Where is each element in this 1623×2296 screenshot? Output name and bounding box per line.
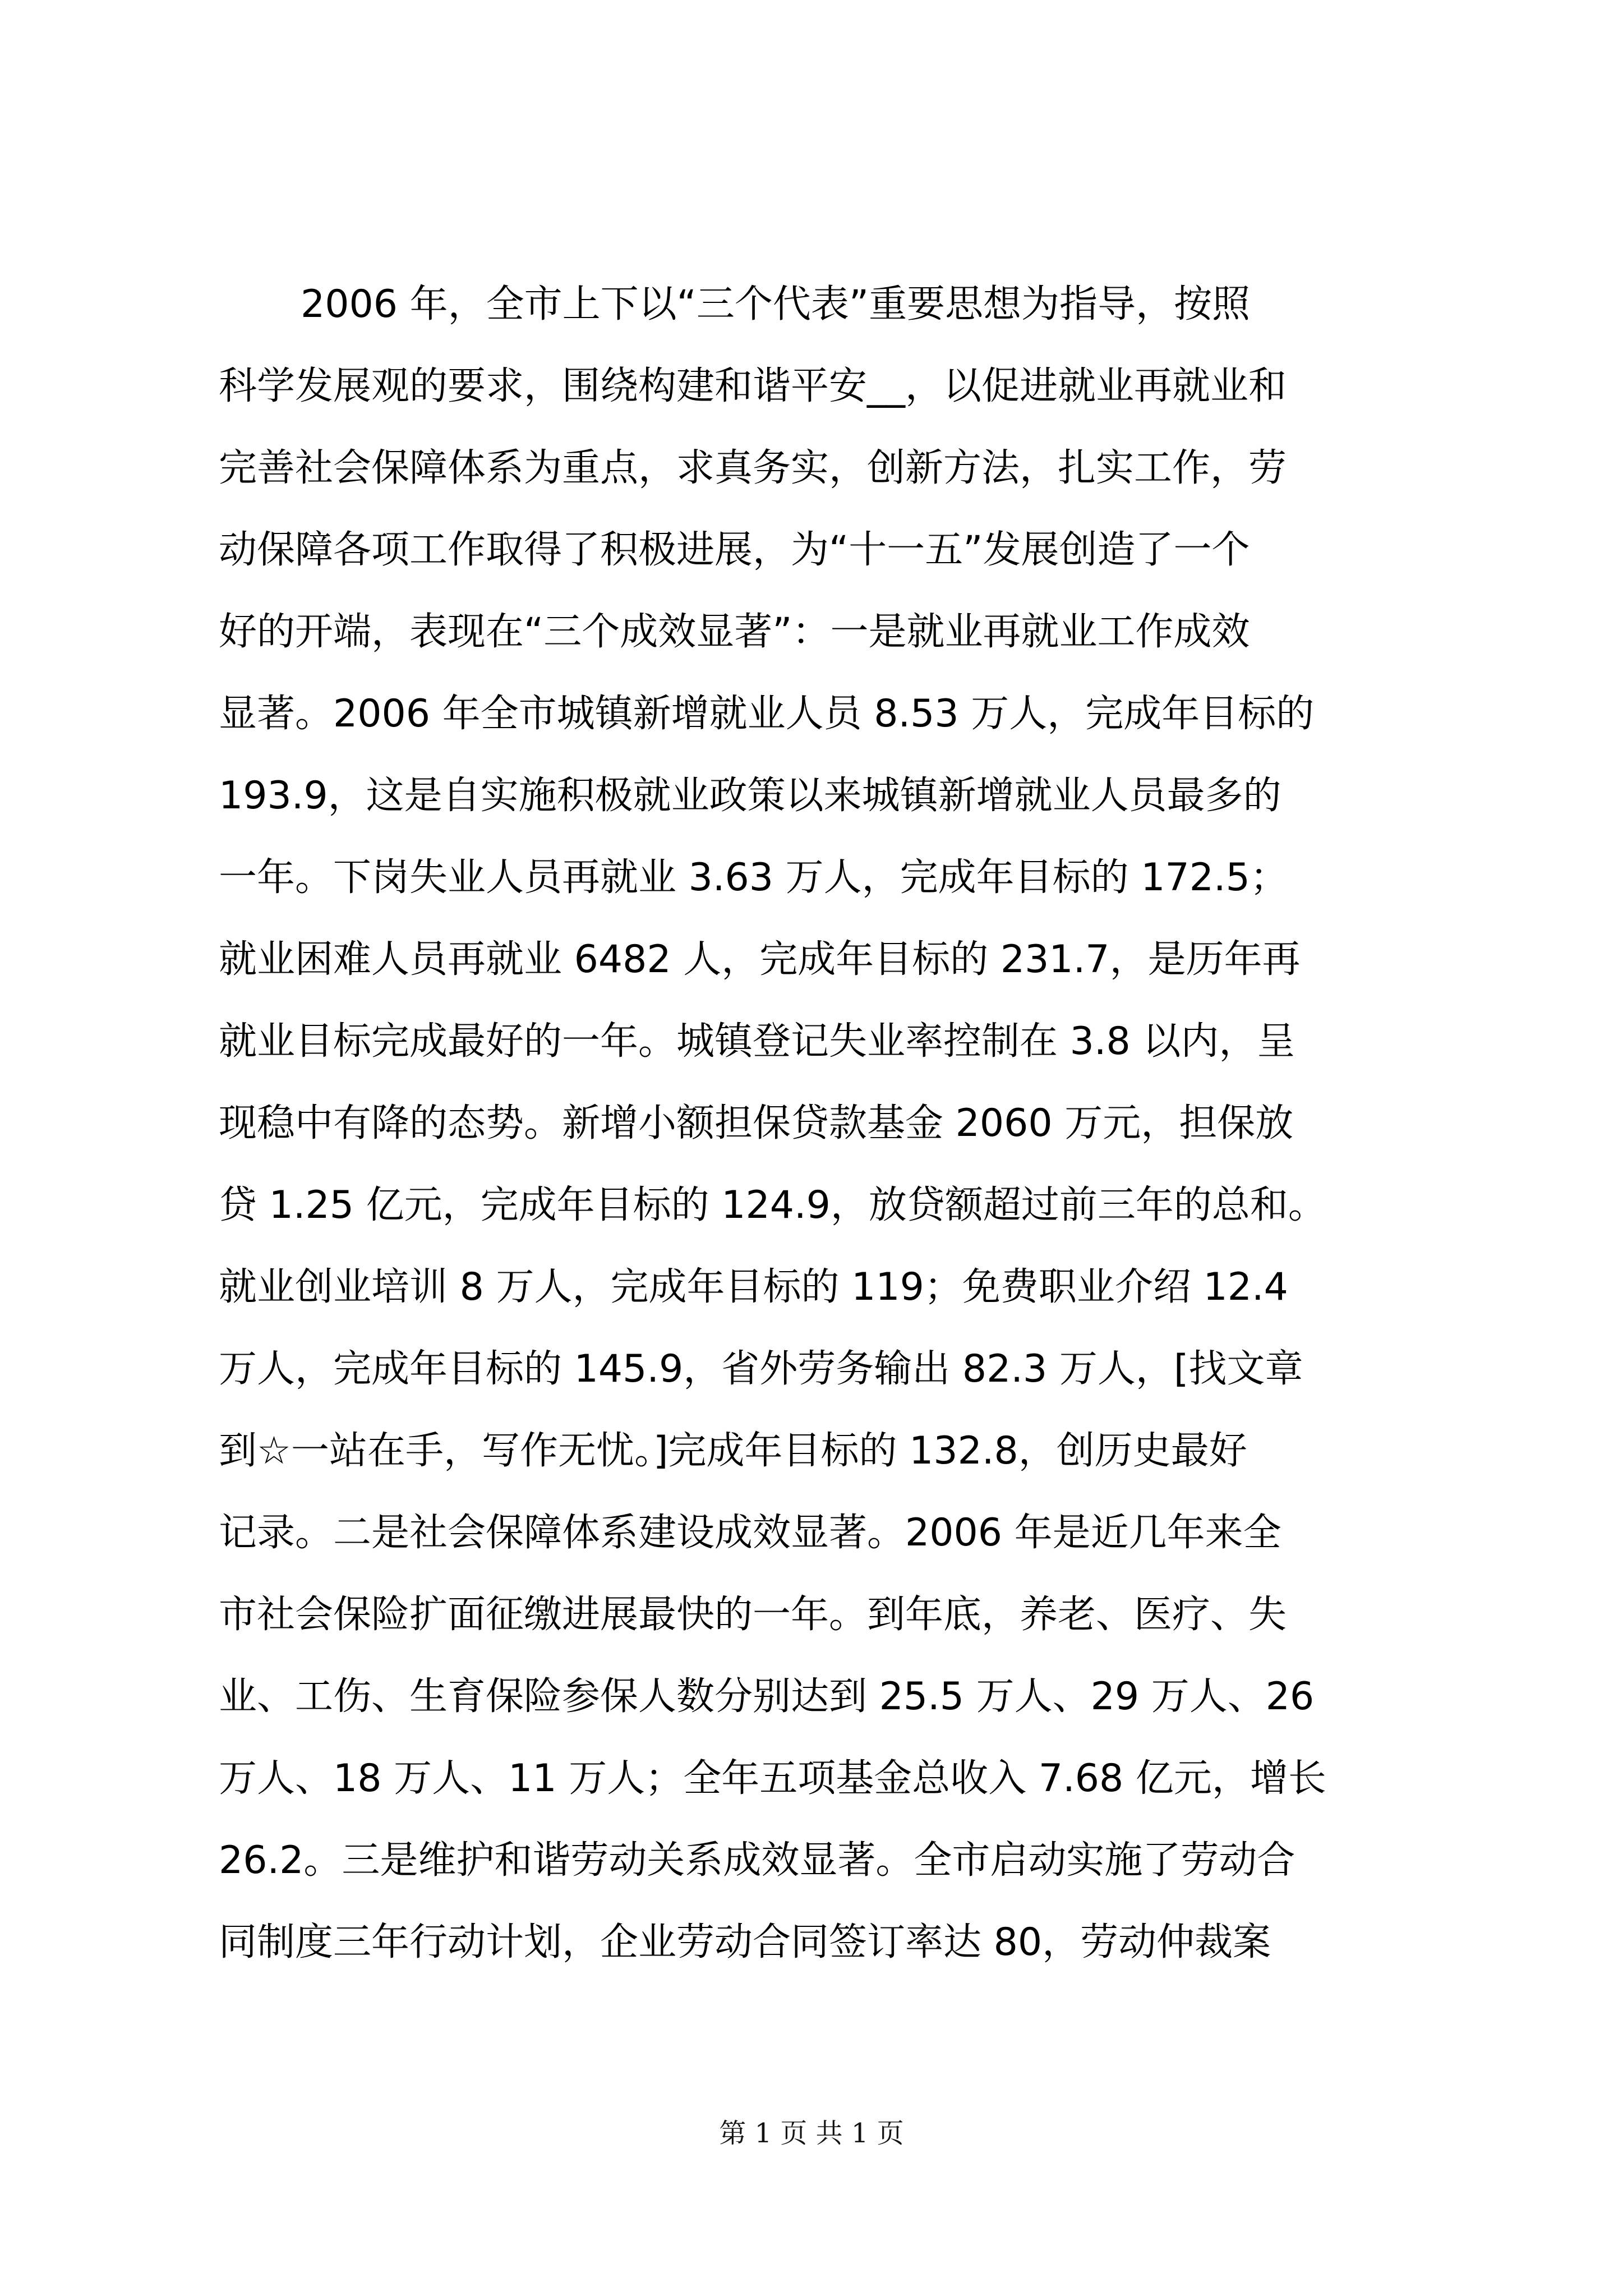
- body-paragraph: [219, 264, 1413, 1984]
- text-line: 2006 年，全市上下以“三个代表”重要思想为指导，按照: [301, 282, 1251, 326]
- text-line: 就业目标完成最好的一年。城镇登记失业率控制在 3.8 以内，呈: [219, 1019, 1295, 1064]
- text-line: 现稳中有降的态势。新增小额担保贷款基金 2060 万元，担保放: [219, 1101, 1294, 1145]
- text-line: 显著。2006 年全市城镇新增就业人员 8.53 万人，完成年目标的: [219, 692, 1315, 736]
- text-line: 193.9，这是自实施积极就业政策以来城镇新增就业人员最多的: [219, 774, 1281, 818]
- text-line: 就业创业培训 8 万人，完成年目标的 119；免费职业介绍 12.4: [219, 1265, 1288, 1309]
- text-line: 到☆一站在手，写作无忧。]完成年目标的 132.8，创历史最好: [219, 1429, 1247, 1473]
- text-line: 万人，完成年目标的 145.9，省外劳务输出 82.3 万人，[找文章: [219, 1347, 1303, 1391]
- text-line: 业、工伤、生育保险参保人数分别达到 25.5 万人、29 万人、26: [219, 1674, 1315, 1719]
- text-line: 万人、18 万人、11 万人；全年五项基金总收入 7.68 亿元，增长: [219, 1756, 1326, 1801]
- text-line: 一年。下岗失业人员再就业 3.63 万人，完成年目标的 172.5；: [219, 855, 1288, 900]
- text-line: 记录。二是社会保障体系建设成效显著。2006 年是近几年来全: [219, 1511, 1281, 1555]
- text-line: 完善社会保障体系为重点，求真务实，创新方法，扎实工作，劳: [219, 446, 1287, 490]
- text-line: 市社会保险扩面征缴进展最快的一年。到年底，养老、医疗、失: [219, 1593, 1287, 1637]
- text-line: 动保障各项工作取得了积极进展，为“十一五”发展创造了一个: [219, 528, 1250, 572]
- text-line: 就业困难人员再就业 6482 人，完成年目标的 231.7，是历年再: [219, 937, 1301, 982]
- text-line: 科学发展观的要求，围绕构建和谐平安__，以促进就业再就业和: [219, 364, 1287, 408]
- text-line: 好的开端，表现在“三个成效显著”：一是就业再就业工作成效: [219, 610, 1250, 654]
- text-line: 贷 1.25 亿元，完成年目标的 124.9，放贷额超过前三年的总和。: [219, 1183, 1326, 1227]
- text-line: 26.2。三是维护和谐劳动关系成效显著。全市启动实施了劳动合: [219, 1838, 1295, 1883]
- text-line: 同制度三年行动计划，企业劳动合同签订率达 80，劳动仲裁案: [219, 1920, 1271, 1964]
- page-number-footer: 第 1 页 共 1 页: [719, 2118, 904, 2149]
